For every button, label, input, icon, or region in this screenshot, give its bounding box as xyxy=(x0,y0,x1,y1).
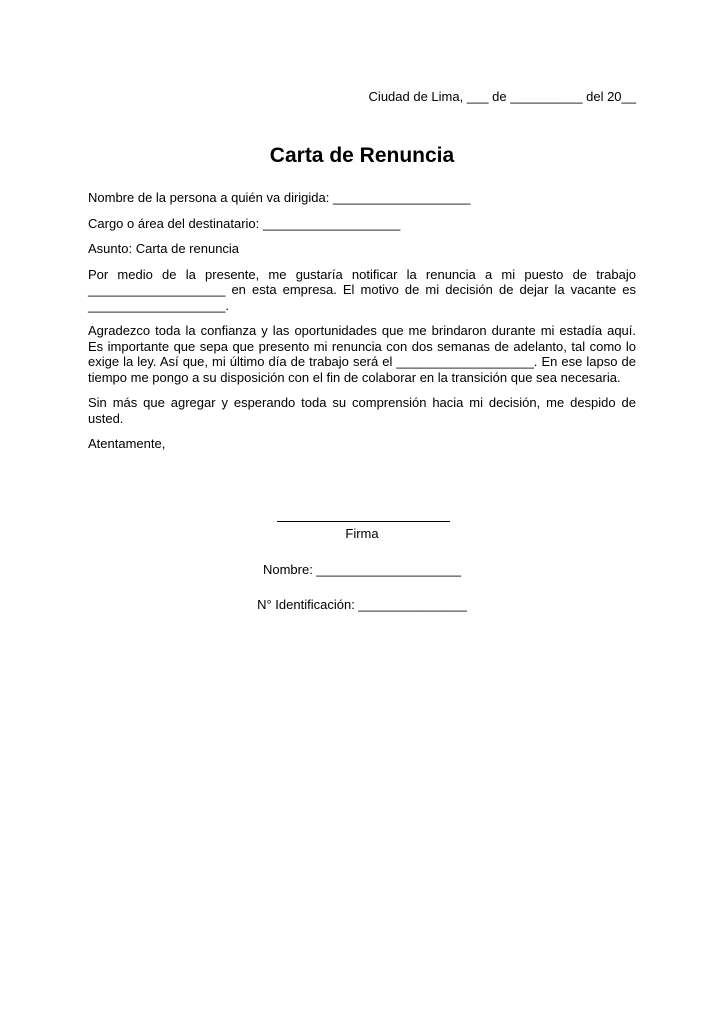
paragraph-farewell: Sin más que agregar y esperando toda su comprensión hacia mi decisión, me despido de usted. xyxy=(88,395,636,426)
signature-line xyxy=(277,521,450,522)
paragraph-gratitude: Agradezco toda la confianza y las oportunidades que me brindaron durante mi estadía aquí. Es importante que sepa que presento mi renuncia con dos semanas de adelanto, tal como lo exige la ley. Así que, mi último día de trabajo será el ___________________. En ese lapso de tiempo me pongo a su disposición con el fin de colaborar en la transición que sea necesaria. xyxy=(88,323,636,385)
recipient-position-line: Cargo o área del destinatario: ___________________ xyxy=(88,215,401,231)
letter-body xyxy=(88,190,636,462)
closing-line: Atentamente, xyxy=(88,436,166,451)
signature-label: Firma xyxy=(345,526,379,541)
paragraph-notice: Por medio de la presente, me gustaría notificar la renuncia a mi puesto de trabajo ___________________ en esta empresa. El motivo de mi decisión de dejar la vacante es ___________________. xyxy=(88,266,636,313)
recipient-name-line: Nombre de la persona a quién va dirigida: ___________________ xyxy=(88,190,471,205)
subject-line: Asunto: Carta de renuncia xyxy=(88,241,240,256)
name-line: Nombre: ____________________ xyxy=(262,562,462,577)
page-title: Carta de Renuncia xyxy=(269,144,455,167)
id-line: N° Identificación: _______________ xyxy=(257,597,467,612)
date-line: Ciudad de Lima, ___ de __________ del 20__ xyxy=(368,89,636,104)
